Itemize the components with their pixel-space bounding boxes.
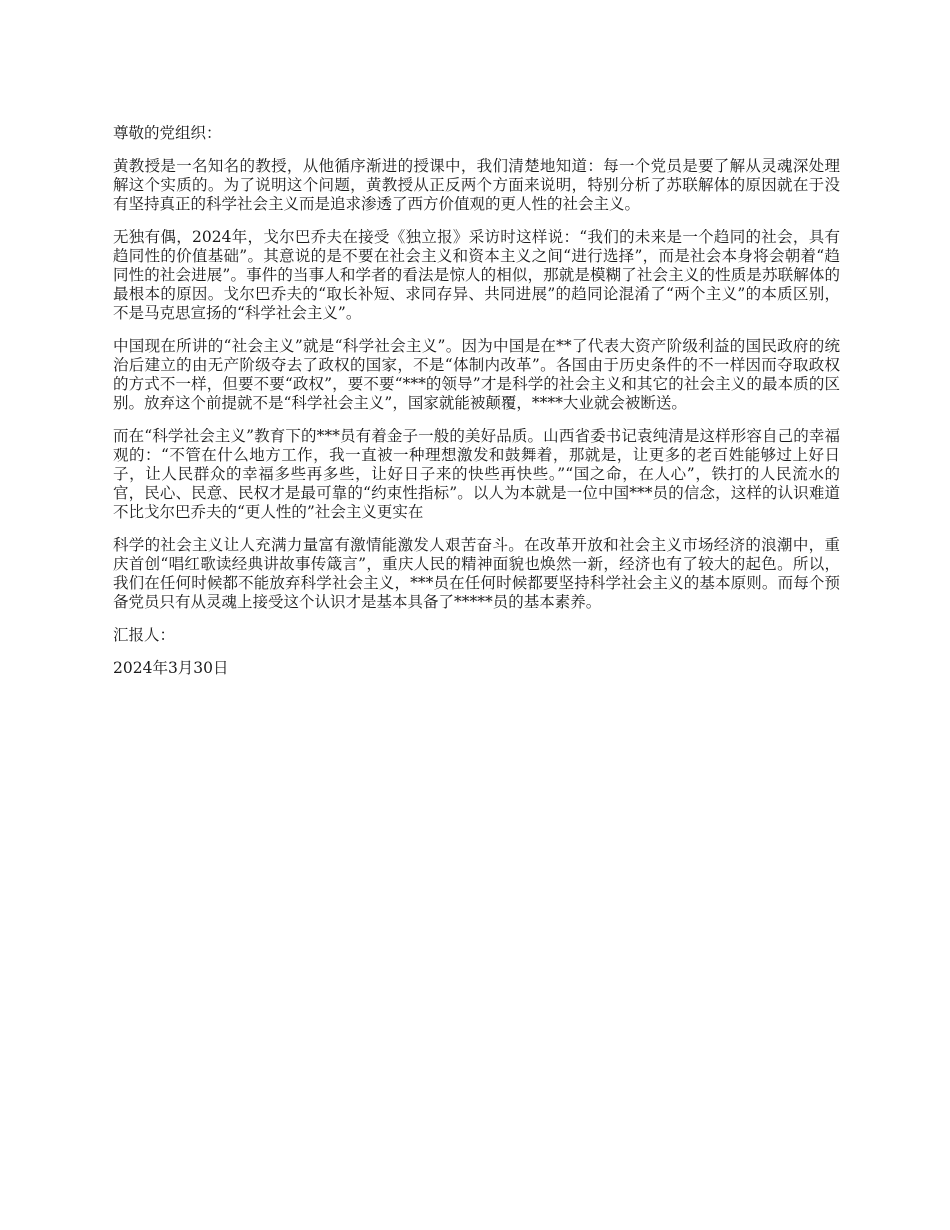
- paragraph-2: 无独有偶，2024年，戈尔巴乔夫在接受《独立报》采访时这样说：“我们的未来是一个趋同的社会，具有趋同性的价值基础”。其意说的是不要在社会主义和资本主义之间“进行选择”，而是社会本身将会朝着“趋同性的社会进展”。事件的当事人和学者的看法是惊人的相似，那就是模糊了社会主义的性质是苏联解体的最根本的原因。戈尔巴乔夫的“取长补短、求同存异、共同进展”的趋同论混淆了“两个主义”的本质区别，不是马克思宣扬的“科学社会主义”。: [113, 228, 840, 322]
- paragraph-1: 黄教授是一名知名的教授，从他循序渐进的授课中，我们清楚地知道：每一个党员是要了解从灵魂深处理解这个实质的。为了说明这个问题，黄教授从正反两个方面来说明，特别分析了苏联解体的原因就在于没有坚持真正的科学社会主义而是追求渗透了西方价值观的更人性的社会主义。: [113, 157, 840, 213]
- document-page: [113, 124, 840, 692]
- paragraph-3: 中国现在所讲的“社会主义”就是“科学社会主义”。因为中国是在**了代表大资产阶级利益的国民政府的统治后建立的由无产阶级夺去了政权的国家，不是“体制内改革”。各国由于历史条件的不一样因而夺取政权的方式不一样，但要不要“政权”，要不要“***的领导”才是科学的社会主义和其它的社会主义的最本质的区别。放弃这个前提就不是“科学社会主义”，国家就能被颠覆，****大业就会被断送。: [113, 337, 840, 412]
- report-date: 2024年3月30日: [113, 659, 229, 677]
- paragraph-5: 科学的社会主义让人充满力量富有激情能激发人艰苦奋斗。在改革开放和社会主义市场经济的浪潮中，重庆首创“唱红歌读经典讲故事传箴言”，重庆人民的精神面貌也焕然一新，经济也有了较大的起色。所以，我们在任何时候都不能放弃科学社会主义，***员在任何时候都要坚持科学社会主义的基本原则。而每个预备党员只有从灵魂上接受这个认识才是基本具备了*****员的基本素养。: [113, 536, 840, 611]
- paragraph-4: 而在“科学社会主义”教育下的***员有着金子一般的美好品质。山西省委书记袁纯清是这样形容自己的幸福观的：“不管在什么地方工作，我一直被一种理想激发和鼓舞着，那就是，让更多的老百姓能够过上好日子，让人民群众的幸福多些再多些，让好日子来的快些再快些。”“国之命，在人心”，铁打的人民流水的官，民心、民意、民权才是最可靠的“约束性指标”。以人为本就是一位中国***员的信念，这样的认识难道不比戈尔巴乔夫的“更人性的”社会主义更实在: [113, 427, 840, 521]
- signature-line: 汇报人：: [113, 626, 176, 644]
- salutation: 尊敬的党组织：: [113, 124, 222, 142]
